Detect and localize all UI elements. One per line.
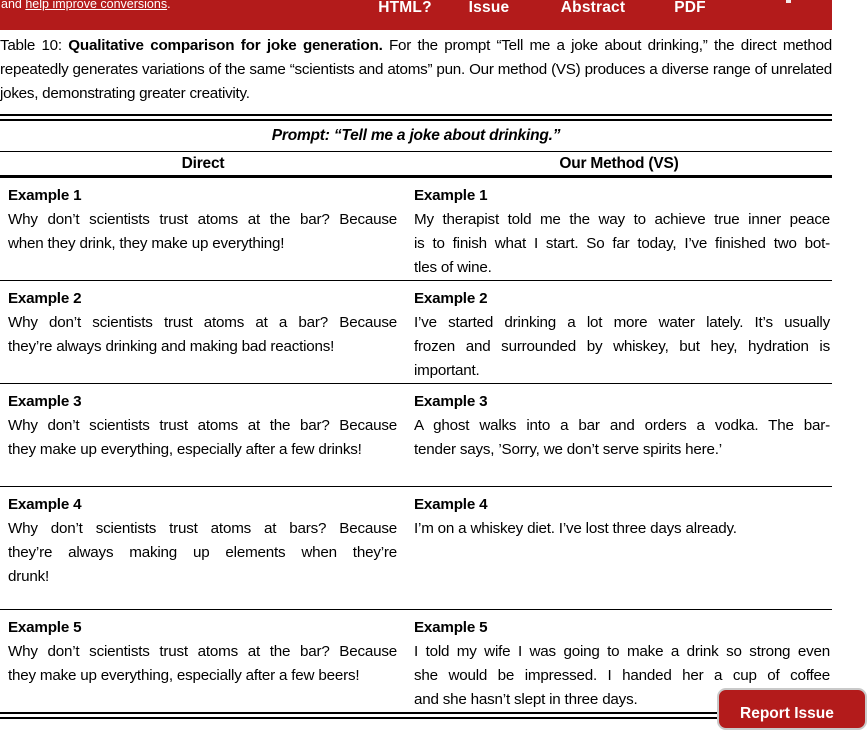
example-title: Example 3	[8, 392, 82, 410]
nav-link-issue[interactable]: Issue	[468, 0, 510, 16]
caption-label: Table 10:	[0, 37, 69, 54]
example-title: Example 1	[8, 186, 82, 204]
cell-vs-2	[406, 281, 832, 383]
example-title: Example 5	[8, 619, 82, 637]
report-issue-button[interactable]: Report Issue	[717, 688, 867, 730]
banner-left-prefix: and	[1, 0, 26, 11]
cell-direct-4	[0, 487, 406, 609]
example-title: Example 3	[414, 392, 488, 410]
cell-vs-1	[406, 178, 832, 280]
cell-vs-4	[406, 487, 832, 609]
example-text: Why don’t scientists trust atoms at a bar? Because they’re always drinking and making bad reactions!	[8, 313, 397, 355]
example-title: Example 2	[414, 289, 488, 307]
nav-link-pdf[interactable]: PDF	[674, 0, 706, 16]
example-title: Example 2	[8, 289, 82, 307]
arxiv-banner	[0, 0, 832, 30]
improve-conversions-link[interactable]: help improve conversions	[25, 0, 168, 11]
table-row	[0, 610, 832, 712]
column-header-direct: Direct	[181, 154, 225, 172]
cell-direct-2	[0, 281, 406, 383]
table-row	[0, 384, 832, 486]
example-text: I’ve started drinking a lot more water lately. It’s usually frozen and surrounded by whiskey, but hey, hydration is important.	[414, 313, 830, 379]
example-text: I’m on a whiskey diet. I’ve lost three days already.	[414, 520, 737, 538]
caption-title-bold: Qualitative comparison for joke generation.	[68, 37, 383, 54]
cell-direct-5	[0, 610, 406, 712]
table-bottom-rule	[0, 712, 832, 719]
example-text: Why don’t scientists trust atoms at the bar? Because when they drink, they make up everything!	[8, 210, 397, 252]
example-text: Why don’t scientists trust atoms at the bar? Because they make up everything, especially after a few drinks!	[8, 416, 397, 458]
example-text: My therapist told me the way to achieve true inner peace is to finish what I start. So far today, I’ve finished two bot- tles of wine.	[414, 210, 830, 276]
example-text: Why don’t scientists trust atoms at the bar? Because they make up everything, especially after a few beers!	[8, 643, 397, 685]
cell-direct-1	[0, 178, 406, 280]
table-row	[0, 487, 832, 609]
caption-body: For the prompt “Tell me a joke about drinking,” the direct method repeatedly generates variations of the same “scientists and atoms” pun. Our method (VS) produces a diverse range of unrelated jokes, demonstrating greater creativity.	[0, 37, 832, 102]
example-text: A ghost walks into a bar and orders a vodka. The bar- tender says, ’Sorry, we don’t serve spirits here.’	[414, 416, 830, 458]
example-text: I told my wife I was going to make a drink so strong even she would be impressed. I handed her a cup of coffee and she hasn’t slept in three days.	[414, 643, 830, 709]
table-row	[0, 281, 832, 383]
joke-comparison-table	[0, 114, 832, 719]
banner-left-suffix: .	[167, 0, 171, 11]
table-row	[0, 178, 832, 280]
example-title: Example 5	[414, 619, 488, 637]
banner-left-text	[1, 0, 171, 12]
table-caption	[0, 34, 832, 106]
nav-link-html[interactable]: HTML?	[378, 0, 432, 16]
example-text: Why don’t scientists trust atoms at bars? Because they’re always making up elements when they’re drunk!	[8, 520, 397, 586]
example-title: Example 4	[414, 496, 488, 514]
example-title: Example 1	[414, 186, 488, 204]
column-header-vs: Our Method (VS)	[559, 154, 679, 172]
nav-link-abstract[interactable]: Abstract	[560, 0, 626, 16]
cell-direct-3	[0, 384, 406, 486]
clipped-glyph	[786, 0, 791, 3]
column-header-row	[0, 152, 832, 175]
example-title: Example 4	[8, 496, 82, 514]
cell-vs-3	[406, 384, 832, 486]
prompt-header: Prompt: “Tell me a joke about drinking.”	[271, 126, 561, 144]
